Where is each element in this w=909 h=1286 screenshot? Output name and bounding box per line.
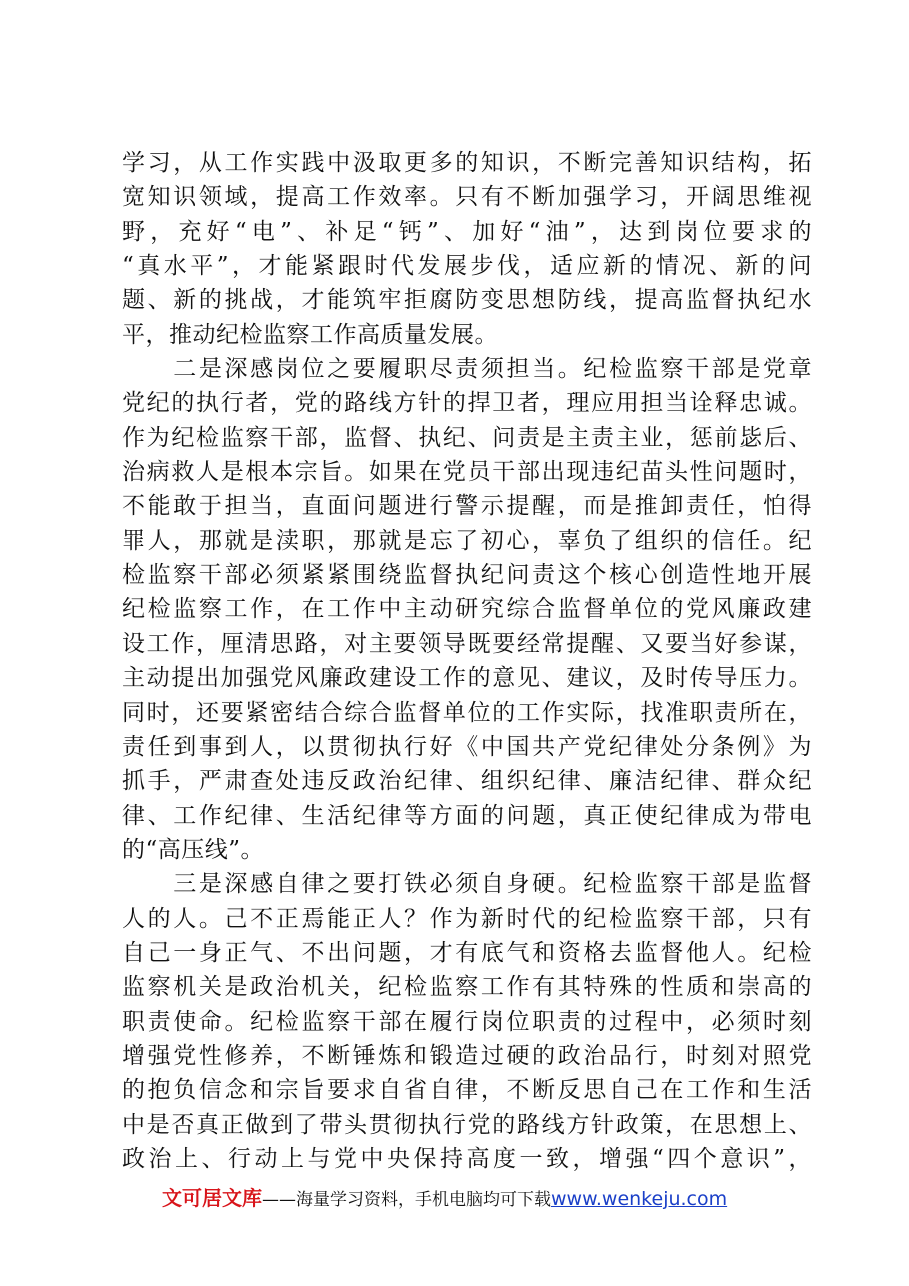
text-line: 的抱负信念和宗旨要求自省自律，不断反思自己在工作和生活 <box>122 1077 812 1104</box>
text-line: 学习，从工作实践中汲取更多的知识，不断完善知识结构，拓 <box>122 150 812 176</box>
text-line: 自己一身正气、不出问题，才有底气和资格去监督他人。纪检 <box>122 939 812 966</box>
text-line: “真水平”，才能紧跟时代发展步伐，适应新的情况、新的问 <box>122 253 812 280</box>
footer-brand: 文可居文库 <box>162 1186 262 1210</box>
text-line: 宽知识领域，提高工作效率。只有不断加强学习，开阔思维视 <box>122 184 812 211</box>
text-line: 三是深感自律之要打铁必须自身硬。纪检监察干部是监督 <box>122 871 812 898</box>
text-line: 人的人。己不正焉能正人？作为新时代的纪检监察干部，只有 <box>122 905 812 932</box>
text-line: 纪检监察工作，在工作中主动研究综合监督单位的党风廉政建 <box>122 596 812 623</box>
text-line: 题、新的挑战，才能筑牢拒腐防变思想防线，提高监督执纪水 <box>122 287 812 314</box>
text-line: 同时，还要紧密结合综合监督单位的工作实际，找准职责所在， <box>122 699 812 726</box>
text-line: 职责使命。纪检监察干部在履行岗位职责的过程中，必须时刻 <box>122 1008 812 1035</box>
footer-tagline: ——海量学习资料，手机电脑均可下载 <box>262 1190 551 1210</box>
text-line: 政治上、行动上与党中央保持高度一致，增强“四个意识”， <box>122 1145 812 1172</box>
text-line: 作为纪检监察干部，监督、执纪、问责是主责主业，惩前毖后、 <box>122 424 812 451</box>
footer-url-link[interactable]: www.wenkeju.com <box>551 1188 728 1210</box>
text-line: 不能敢于担当，直面问题进行警示提醒，而是推卸责任，怕得 <box>122 493 812 520</box>
text-line: 罪人，那就是渎职，那就是忘了初心，辜负了组织的信任。纪 <box>122 527 812 554</box>
text-line: 设工作，厘清思路，对主要领导既要经常提醒、又要当好参谋， <box>122 630 812 657</box>
document-body <box>122 146 812 1176</box>
text-line: 治病救人是根本宗旨。如果在党员干部出现违纪苗头性问题时， <box>122 459 812 486</box>
text-line: 中是否真正做到了带头贯彻执行党的路线方针政策，在思想上、 <box>122 1111 812 1138</box>
text-line: 主动提出加强党风廉政建设工作的意见、建议，及时传导压力。 <box>122 665 812 692</box>
text-line: 二是深感岗位之要履职尽责须担当。纪检监察干部是党章 <box>122 356 812 383</box>
text-line: 野，充好“电”、补足“钙”、加好“油”，达到岗位要求的 <box>122 218 812 245</box>
text-line: 监察机关是政治机关，纪检监察工作有其特殊的性质和崇高的 <box>122 974 812 1001</box>
text-line: 的“高压线”。 <box>122 836 265 863</box>
text-line: 律、工作纪律、生活纪律等方面的问题，真正使纪律成为带电 <box>122 802 812 829</box>
footer-banner <box>162 1183 802 1213</box>
text-line: 抓手，严肃查处违反政治纪律、组织纪律、廉洁纪律、群众纪 <box>122 768 812 795</box>
text-line: 平，推动纪检监察工作高质量发展。 <box>122 321 498 348</box>
text-line: 增强党性修养，不断锤炼和锻造过硬的政治品行，时刻对照党 <box>122 1042 812 1069</box>
text-line: 检监察干部必须紧紧围绕监督执纪问责这个核心创造性地开展 <box>122 562 812 589</box>
text-line: 责任到事到人，以贯彻执行好《中国共产党纪律处分条例》为 <box>122 733 812 760</box>
text-line: 党纪的执行者，党的路线方针的捍卫者，理应用担当诠释忠诚。 <box>122 390 812 417</box>
